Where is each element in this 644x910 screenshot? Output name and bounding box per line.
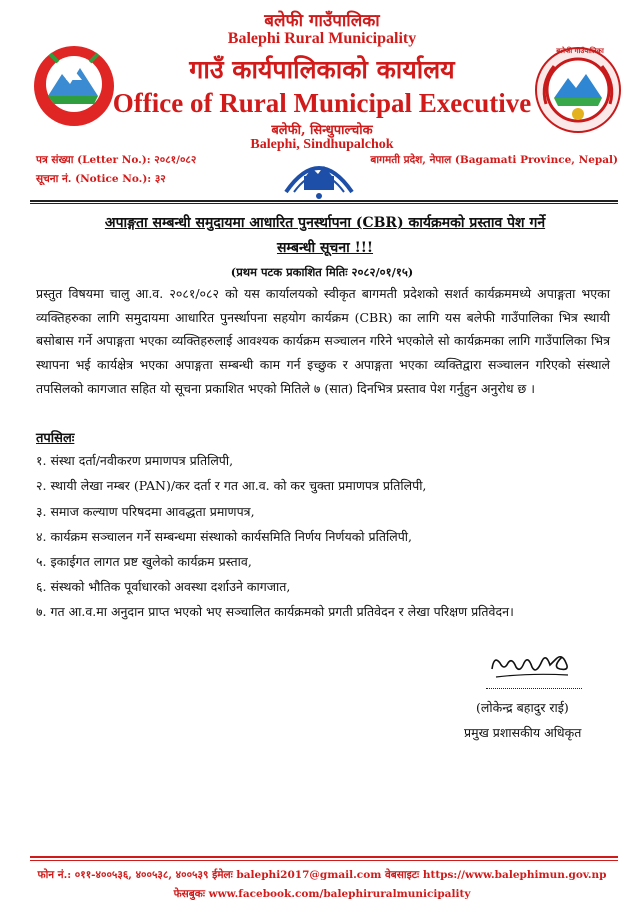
header-devanagari-location: बलेफी, सिन्धुपाल्चोक [271,123,373,138]
header-devanagari-name: बलेफी गाउँपालिका [264,11,380,31]
list-item: ५. इकाईगत लागत प्रष्ट खुलेको कार्यक्रम प्रस्ताव, [36,554,252,569]
list-item: ६. संस्थको भौतिक पूर्वाधारको अवस्था दर्शाउने कागजात, [36,579,291,594]
tapasil-label: तपसिलः [36,431,75,446]
list-item: २. स्थायी लेखा नम्बर (PAN)/कर दर्ता र गत आ.व. को कर चुक्ता प्रमाणपत्र प्रतिलिपी, [36,478,427,493]
footer-contact: फोन नं.: ०११-४००५३६, ४००५३८, ४००५३९ ईमेलः balephi2017@gmail.com वेबसाइटः https://www.balephimun.gov.np [37,869,607,881]
header-divider [30,200,618,202]
signatory-name: (लोकेन्द्र बहादुर राई) [476,700,569,715]
office-seal-icon [276,152,362,202]
notice-title-line1: अपाङ्गता सम्बन्धी समुदायमा आधारित पुनर्स्थापना (CBR) कार्यक्रमको प्रस्ताव पेश गर्ने [104,215,546,231]
list-item: ४. कार्यक्रम सञ्चालन गर्ने सम्बन्धमा संस्थाको कार्यसमिति निर्णय निर्णयको प्रतिलिपी, [36,529,413,544]
published-date: (प्रथम पटक प्रकाशित मितिः २०८२/०१/१५) [230,265,414,279]
header-divider-thin [30,203,618,204]
province-label: बागमती प्रदेश, नेपाल (Bagamati Province, Nepal) [370,154,618,166]
balephi-logo-icon [532,44,624,136]
list-item: १. संस्था दर्ता/नवीकरण प्रमाणपत्र प्रतिलिपी, [36,453,234,468]
signatory-title: प्रमुख प्रशासकीय अधिकृत [464,725,582,740]
list-item: ३. समाज कल्याण परिषदमा आवद्धता प्रमाणपत्र, [36,504,255,519]
right-logo-text: बलेफी गाउँपालिका [556,46,604,55]
header-devanagari-office: गाउँ कार्यपालिकाको कार्यालय [189,55,455,84]
letter-number: पत्र संख्या (Letter No.): २०८१/०८२ [36,154,197,166]
footer-divider-thin [30,860,618,861]
notice-title-line2: सम्बन्धी सूचना !!! [276,240,374,256]
header-english-office: Office of Rural Municipal Executive [112,88,532,118]
footer-facebook: फेसबुकः www.facebook.com/balephiruralmunicipality [173,888,471,900]
nepal-emblem-icon [28,40,120,132]
header-english-name: Balephi Rural Municipality [227,30,417,47]
signature-line [486,688,582,689]
notice-number: सूचना नं. (Notice No.): ३२ [36,173,166,185]
notice-body: प्रस्तुत विषयमा चालु आ.व. २०८१/०८२ को यस कार्यालयको स्वीकृत बागमती प्रदेशको सशर्त कार्यक्रममध्ये अपाङ्गता भएका व्यक्तिहरुका लागि समुदायमा आधारित पुनर्स्थापना सहयोग कार्यक्रम (CBR) का लागि यस बलेफी गाउँपालिका भित्र स्थायी बसोबास गर्ने अपाङ्गता भएका व्यक्तिहरुलाई आवश्यक कार्यक्रम सञ्चालन गरिने भएकोले सो कार्यक्रमका लागि गाउँपालिका भित्र स्थापना भई कार्यक्षेत्र भएका अपाङ्गता सम्बन्धी काम गर्न इच्छुक र अपाङ्गता भएका व्यक्तिद्वारा सञ्चालन गरिएको संस्थाले तपसिलको कागजात सहित यो सूचना प्रकाशित भएको मितिले ७ (सात) दिनभित्र प्रस्ताव पेश गर्नुहुन अनुरोध छ । [36,286,610,396]
list-item: ७. गत आ.व.मा अनुदान प्राप्त भएको भए सञ्चालित कार्यक्रमको प्रगती प्रतिवेदन र लेखा परिक्षण प्रतिवेदन। [36,604,514,619]
footer-divider [30,856,618,858]
signature-icon [486,645,574,685]
header-english-location: Balephi, Sindhupalchok [250,137,394,152]
